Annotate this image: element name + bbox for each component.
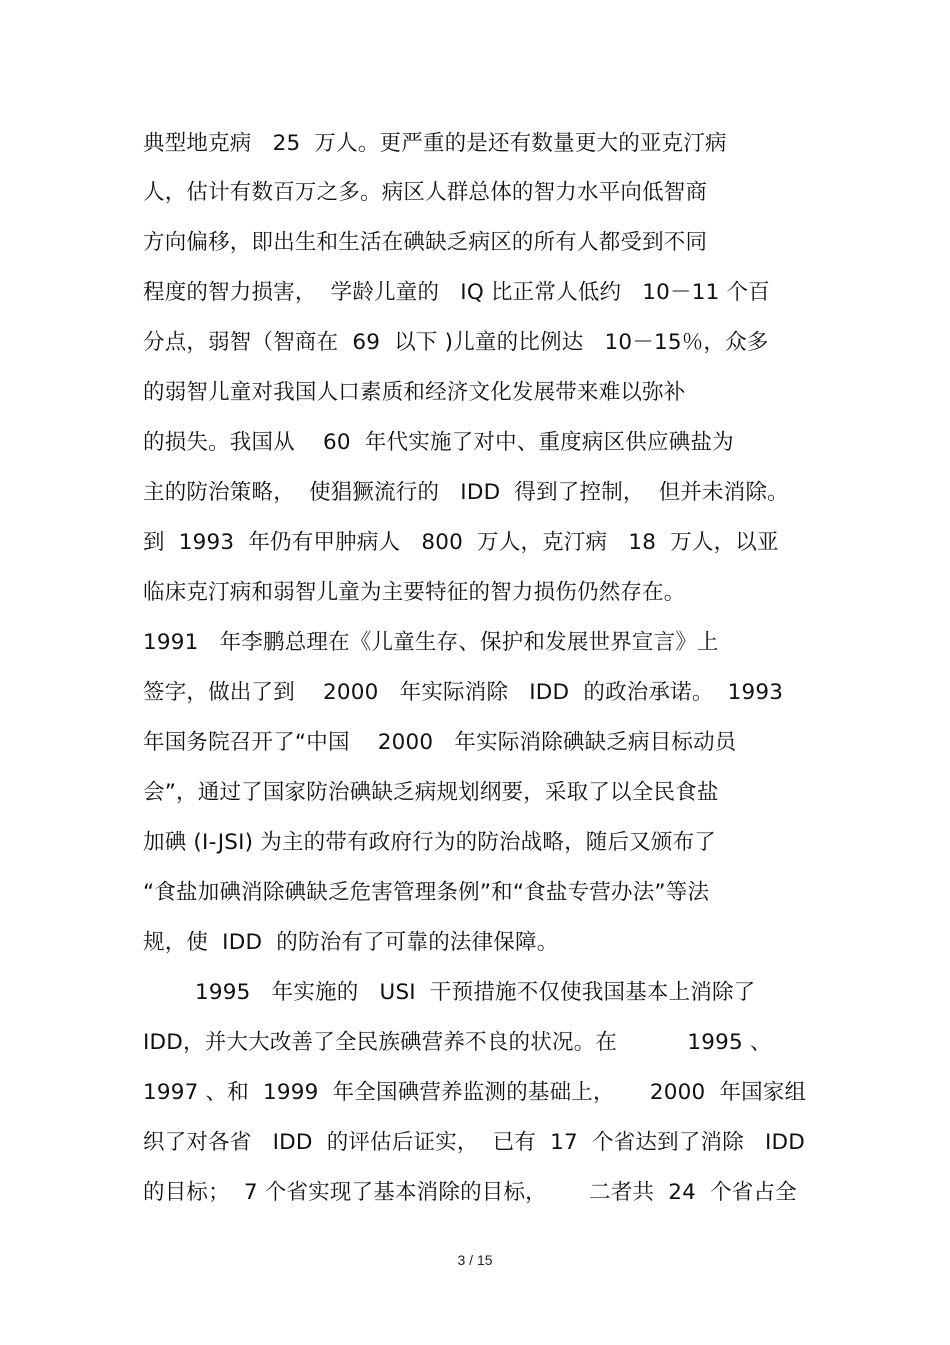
text-line: 的弱智儿童对我国人口素质和经济文化发展带来难以弥补 — [143, 380, 686, 405]
text-line: 签字，做出了到 2000 年实际消除 IDD 的政治承诺。 1993 — [143, 680, 784, 705]
text-line: 主的防治策略， 使猖獗流行的 IDD 得到了控制， 但并未消除。 — [143, 480, 789, 505]
text-line: 会”，通过了国家防治碘缺乏病规划纲要，采取了以全民食盐 — [143, 780, 719, 805]
text-line: 临床克汀病和弱智儿童为主要特征的智力损伤仍然存在。 — [143, 580, 686, 605]
text-line: 的损失。我国从 60 年代实施了对中、重度病区供应碘盐为 — [143, 430, 734, 455]
text-line: 程度的智力损害， 学龄儿童的 IQ 比正常人低约 10－11 个百 — [143, 280, 770, 305]
text-line: 方向偏移，即出生和生活在碘缺乏病区的所有人都受到不同 — [143, 230, 708, 255]
text-line: 到 1993 年仍有甲肿病人 800 万人，克汀病 18 万人，以亚 — [143, 530, 779, 555]
text-line: 年国务院召开了“中国 2000 年实际消除碘缺乏病目标动员 — [143, 730, 737, 755]
page-number: 3 / 15 — [457, 1252, 493, 1268]
text-line: IDD，并大大改善了全民族碘营养不良的状况。在 1995 、 — [143, 1030, 772, 1055]
text-line: 加碘 (I-JSI) 为主的带有政府行为的防治战略，随后又颁布了 — [143, 830, 716, 855]
text-line: “食盐加碘消除碘缺乏危害管理条例”和“食盐专营办法”等法 — [143, 880, 710, 905]
text-line: 1991 年李鹏总理在《儿童生存、保护和发展世界宣言》上 — [143, 630, 719, 655]
text-line: 典型地克病 25 万人。更严重的是还有数量更大的亚克汀病 — [143, 131, 727, 156]
text-line: 的目标； 7 个省实现了基本消除的目标， 二者共 24 个省占全 — [143, 1180, 797, 1205]
text-line: 织了对各省 IDD 的评估后证实， 已有 17 个省达到了消除 IDD — [143, 1130, 806, 1155]
paragraph-first-line: 1995 年实施的 USI 干预措施不仅使我国基本上消除了 — [195, 980, 756, 1005]
text-line: 分点，弱智（智商在 69 以下 )儿童的比例达 10－15％，众多 — [143, 330, 769, 355]
text-line: 1997 、和 1999 年全国碘营养监测的基础上， 2000 年国家组 — [143, 1080, 807, 1105]
text-line: 人，估计有数百万之多。病区人群总体的智力水平向低智商 — [143, 180, 708, 205]
text-line: 规，使 IDD 的防治有了可靠的法律保障。 — [143, 930, 559, 955]
